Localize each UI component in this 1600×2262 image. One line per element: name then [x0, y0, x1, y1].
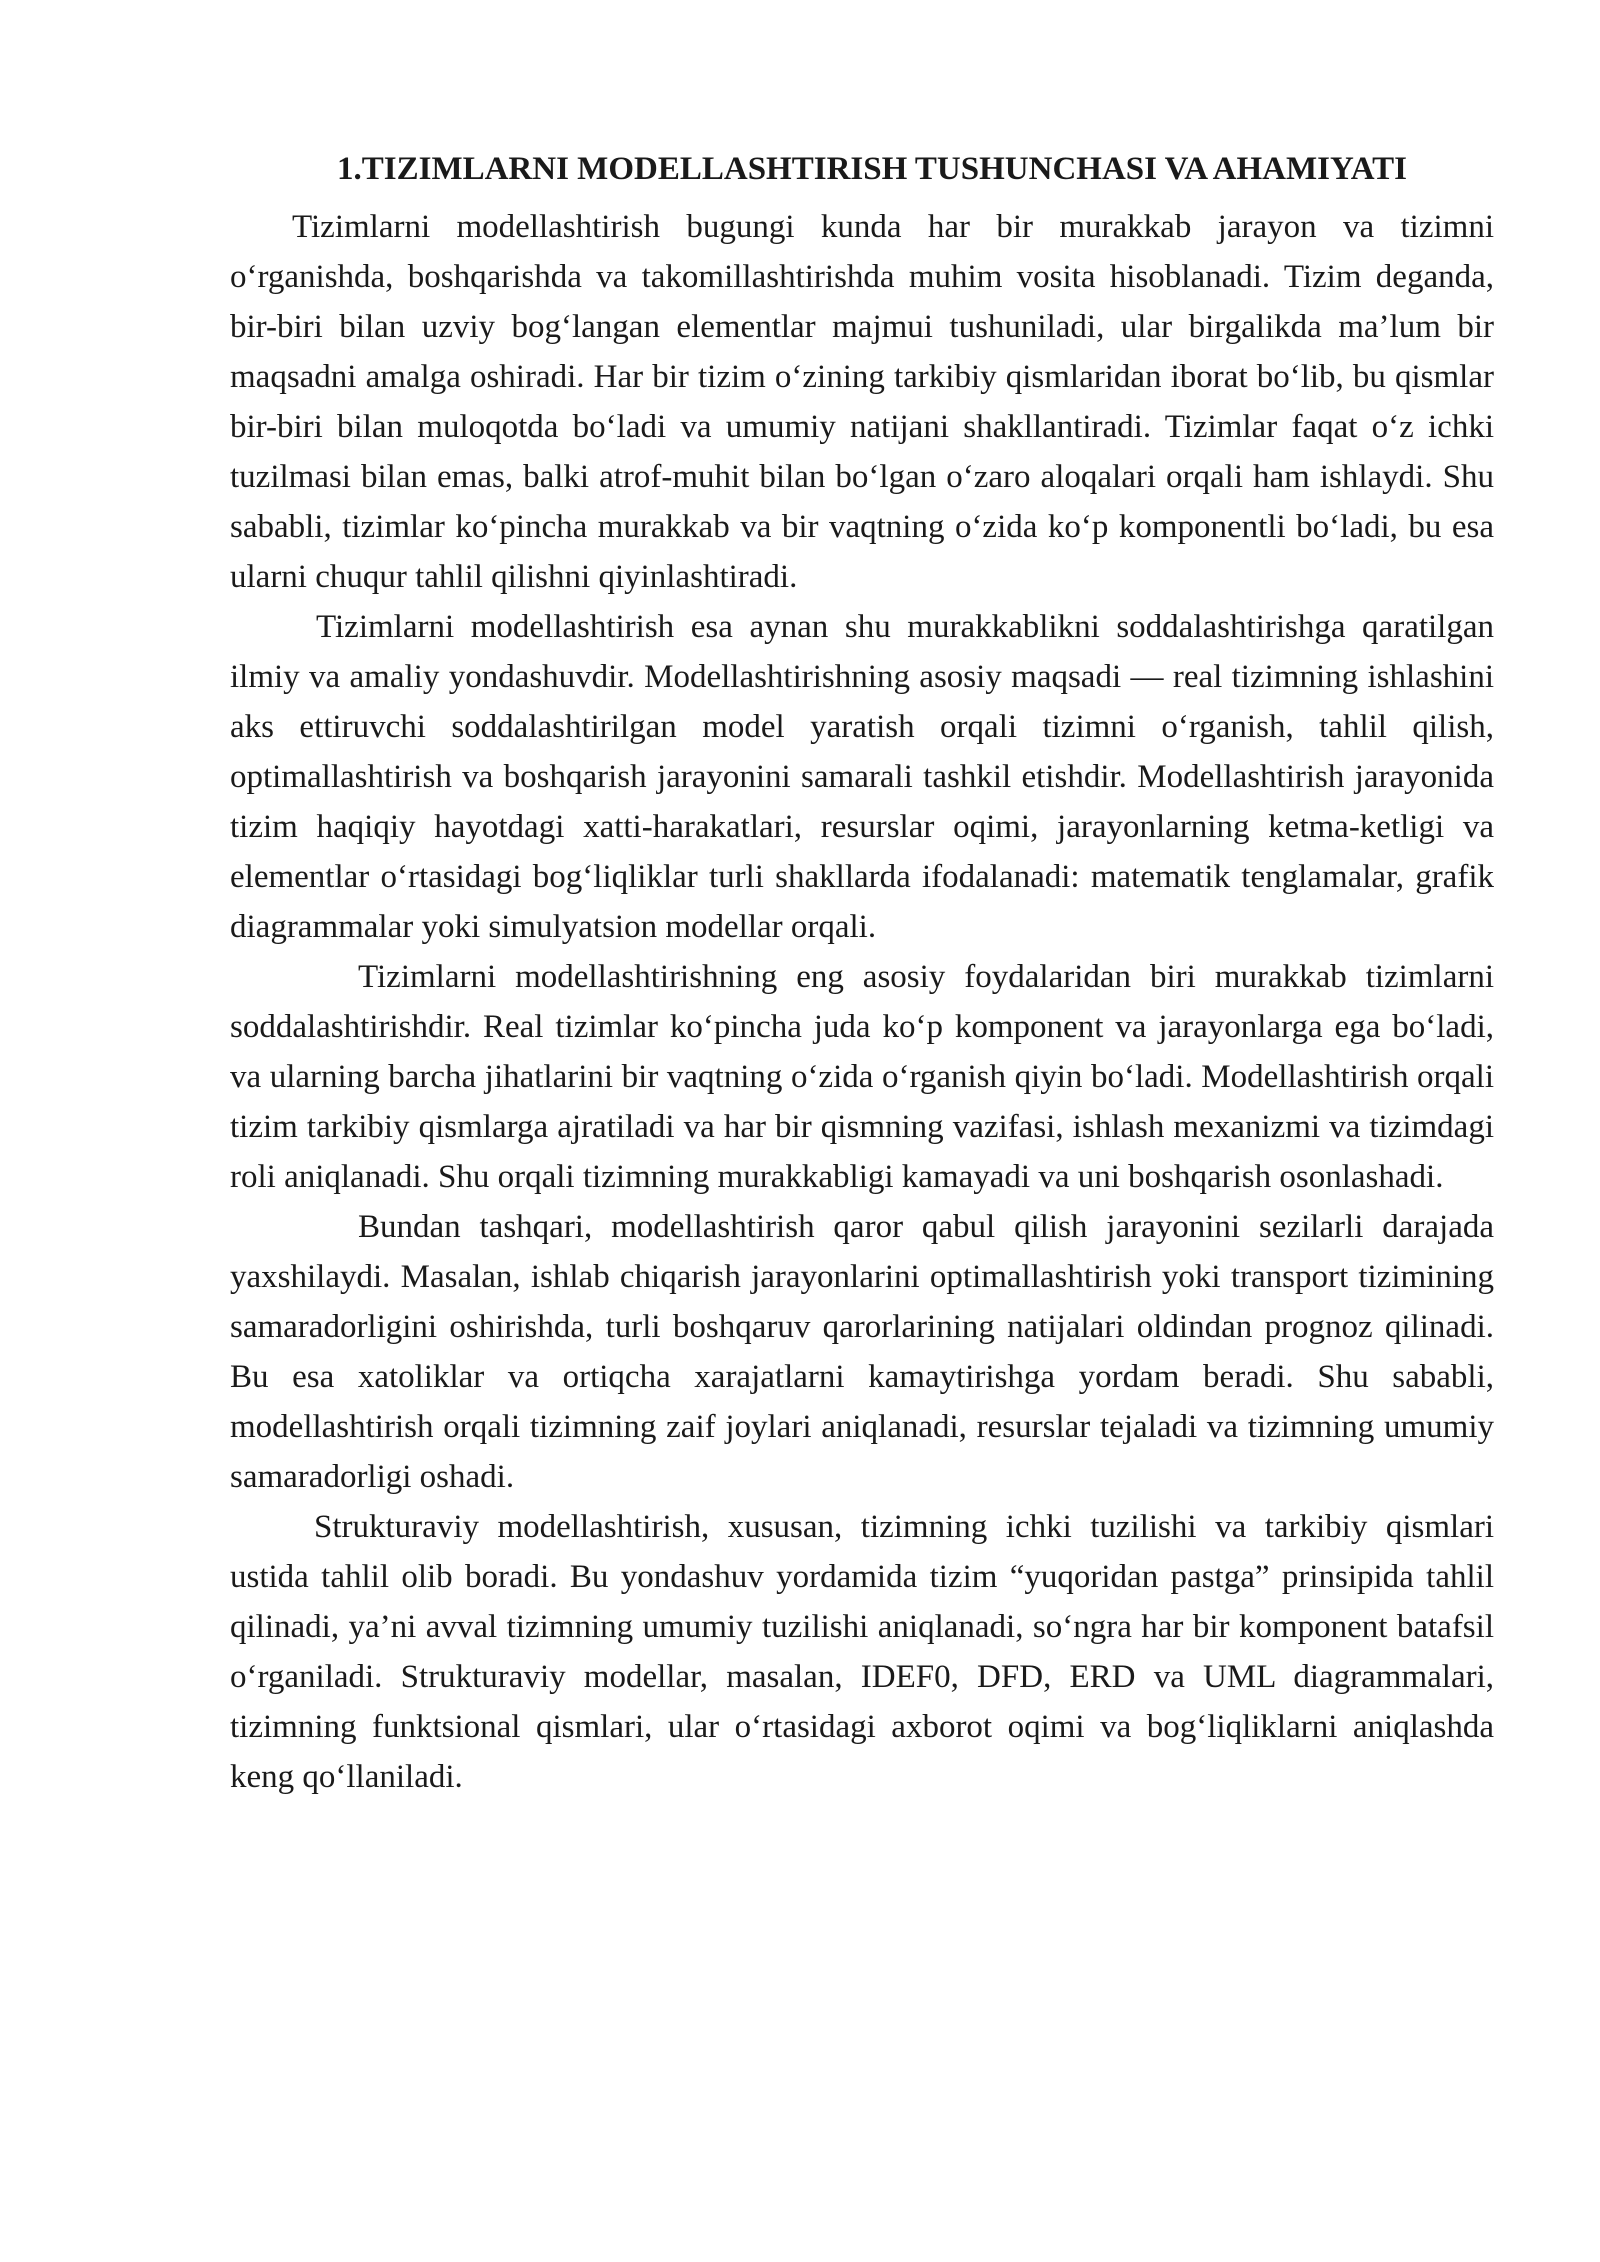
paragraph-3: Tizimlarni modellashtirishning eng asosiy foydalaridan biri murakkab tizimlarni soddalashtirishdir. Real tizimlar ko‘pincha juda ko‘p komponent va jarayonlarga ega bo‘ladi, va ularning barcha jihatlarini bir vaqtning o‘zida o‘rganish qiyin bo‘ladi. Modellashtirish orqali tizim tarkibiy qismlarga ajratiladi va har bir qismning vazifasi, ishlash mexanizmi va tizimdagi roli aniqlanadi. Shu orqali tizimning murakkabligi kamayadi va uni boshqarish osonlashadi. [230, 959, 1494, 1195]
section-title: 1.TIZIMLARNI MODELLASHTIRISH TUSHUNCHASI VA AHAMIYATI [336, 151, 1408, 187]
paragraph-2: Tizimlarni modellashtirish esa aynan shu murakkablikni soddalashtirishga qaratilgan ilmiy va amaliy yondashuvdir. Modellashtirishning asosiy maqsadi — real tizimning ishlashini aks ettiruvchi soddalashtirilgan model yaratish orqali tizimni o‘rganish, tahlil qilish, optimallashtirish va boshqarish jarayonini samarali tashkil etishdir. Modellashtirish jarayonida tizim haqiqiy hayotdagi xatti-harakatlari, resurslar oqimi, jarayonlarning ketma-ketligi va elementlar o‘rtasidagi bog‘liqliklar turli shakllarda ifodalanadi: matematik tenglamalar, grafik diagrammalar yoki simulyatsion modellar orqali. [230, 609, 1494, 945]
paragraph-5: Strukturaviy modellashtirish, xususan, tizimning ichki tuzilishi va tarkibiy qismlari ustida tahlil olib boradi. Bu yondashuv yordamida tizim “yuqoridan pastga” prinsipida tahlil qilinadi, ya’ni avval tizimning umumiy tuzilishi aniqlanadi, so‘ngra har bir komponent batafsil o‘rganiladi. Strukturaviy modellar, masalan, IDEF0, DFD, ERD va UML diagrammalari, tizimning funktsional qismlari, ular o‘rtasidagi axborot oqimi va bog‘liqliklarni aniqlashda keng qo‘llaniladi. [230, 1509, 1494, 1795]
document-body [230, 148, 1494, 1802]
paragraph-1: Tizimlarni modellashtirish bugungi kunda har bir murakkab jarayon va tizimni o‘rganishda, boshqarishda va takomillashtirishda muhim vosita hisoblanadi. Tizim deganda, bir-biri bilan uzviy bog‘langan elementlar majmui tushuniladi, ular birgalikda ma’lum bir maqsadni amalga oshiradi. Har bir tizim o‘zining tarkibiy qismlaridan iborat bo‘lib, bu qismlar bir-biri bilan muloqotda bo‘ladi va umumiy natijani shakllantiradi. Tizimlar faqat o‘z ichki tuzilmasi bilan emas, balki atrof-muhit bilan bo‘lgan o‘zaro aloqalari orqali ham ishlaydi. Shu sababli, tizimlar ko‘pincha murakkab va bir vaqtning o‘zida ko‘p komponentli bo‘ladi, bu esa ularni chuqur tahlil qilishni qiyinlashtiradi. [230, 209, 1494, 595]
paragraph-4: Bundan tashqari, modellashtirish qaror qabul qilish jarayonini sezilarli darajada yaxshilaydi. Masalan, ishlab chiqarish jarayonlarini optimallashtirish yoki transport tizimining samaradorligini oshirishda, turli boshqaruv qarorlarining natijalari oldindan prognoz qilinadi. Bu esa xatoliklar va ortiqcha xarajatlarni kamaytirishga yordam beradi. Shu sababli, modellashtirish orqali tizimning zaif joylari aniqlanadi, resurslar tejaladi va tizimning umumiy samaradorligi oshadi. [230, 1209, 1494, 1495]
